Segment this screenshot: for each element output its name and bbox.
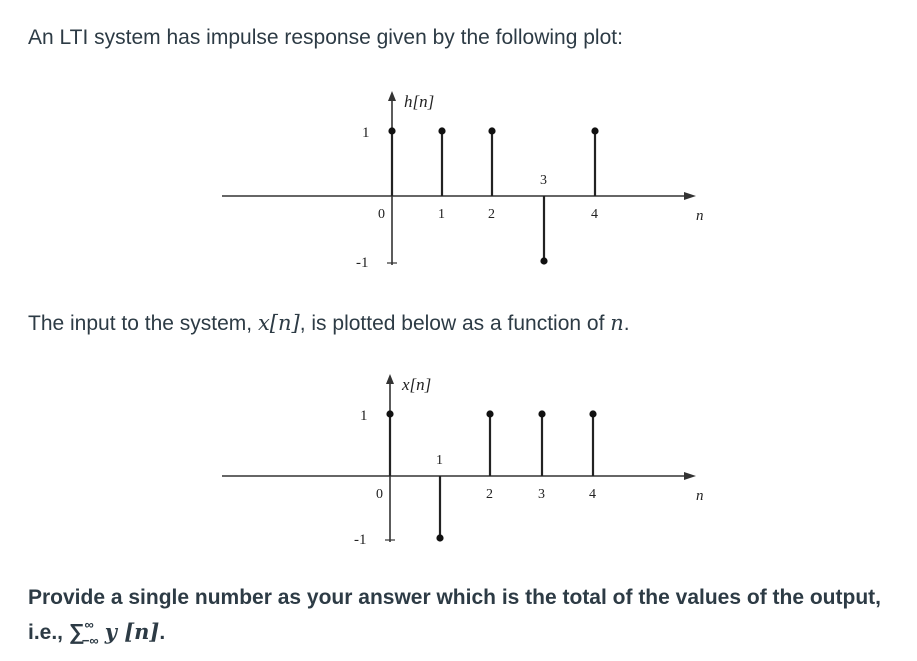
sum-upper-limit: ∞: [84, 617, 94, 632]
x-tick-label: 0: [376, 487, 383, 502]
answer-end: .: [159, 621, 166, 644]
x-tick-label: 3: [540, 173, 547, 188]
input-text-middle: , is plotted below as a function of: [299, 312, 611, 335]
stem-point: [538, 410, 545, 417]
input-text-before: The input to the system,: [28, 312, 258, 335]
y-tick-label: -1: [356, 255, 369, 271]
y-axis-arrow: [386, 374, 394, 384]
x-tick-label: 4: [589, 487, 596, 502]
x-axis-label: n: [696, 208, 704, 224]
stem-point: [589, 410, 596, 417]
sum-symbol: ∑: [68, 619, 85, 644]
x-tick-label: 0: [378, 207, 385, 222]
sum-lower-limit: −∞: [81, 633, 99, 648]
intro-text: An LTI system has impulse response given by the following plot:: [28, 26, 623, 49]
answer-prefix: i.e.,: [28, 621, 69, 644]
x-axis-label: n: [696, 488, 704, 504]
answer-instruction: Provide a single number as your answer which is the total of the values of the output,: [28, 586, 881, 609]
x-axis-arrow: [684, 472, 696, 480]
plot-title: x[n]: [402, 375, 432, 394]
x-tick-label: 2: [486, 487, 493, 502]
variable-n: n: [610, 311, 624, 335]
x-tick-label: 3: [538, 487, 545, 502]
stem-point: [486, 410, 493, 417]
stem-point: [436, 534, 443, 541]
x-tick-label: 4: [591, 207, 598, 222]
y-tick-label: -1: [354, 532, 367, 548]
x-tick-label: 2: [488, 207, 495, 222]
stem-point: [386, 410, 393, 417]
y-tick-label: 1: [362, 125, 370, 141]
sum-term: y [n]: [104, 619, 160, 644]
answer-formula: [28, 617, 166, 648]
x-tick-label: 1: [438, 207, 445, 222]
plot-title: h[n]: [404, 92, 435, 111]
input-text-end: .: [623, 312, 630, 335]
input-signal-symbol: x[n]: [257, 311, 300, 335]
y-tick-label: 1: [360, 408, 368, 424]
x-tick-label: 1: [436, 453, 443, 468]
